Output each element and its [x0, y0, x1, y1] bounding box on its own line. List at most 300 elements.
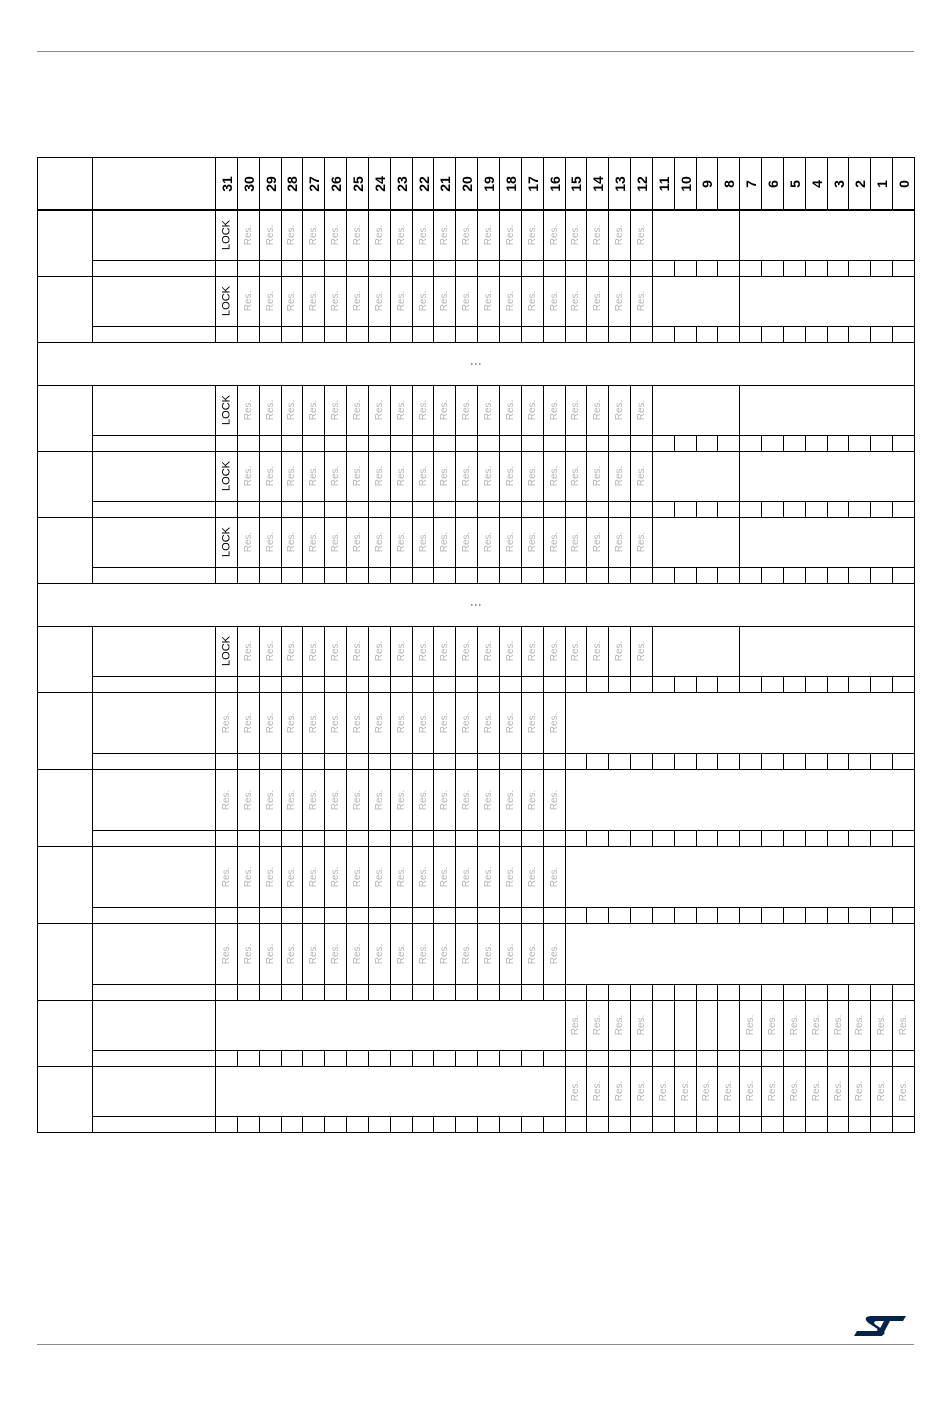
bit-col-line: [608, 385, 609, 451]
bit-col-line: [281, 210, 282, 276]
reserved-label: Res.: [264, 531, 276, 553]
reserved-label: Res.: [570, 1080, 582, 1102]
band-tick: [827, 326, 828, 342]
band-tick: [805, 830, 806, 846]
reserved-label: Res.: [286, 224, 298, 246]
bit-col-line: [346, 385, 347, 451]
bit-col-line: [608, 517, 609, 583]
reserved-label: Res.: [286, 640, 298, 662]
band-tick: [827, 435, 828, 451]
reserved-label: Res.: [417, 943, 429, 964]
header-col-line: [827, 157, 828, 210]
band-tick: [827, 984, 828, 1000]
bit-col-line: [237, 276, 238, 342]
band-tick: [827, 567, 828, 583]
col-divider: [92, 385, 93, 451]
reserved-label: Res.: [395, 224, 407, 246]
band-tick: [761, 435, 762, 451]
bit-number-header: 25: [349, 175, 366, 192]
bit-col-line: [499, 923, 500, 1000]
bit-col-line: [543, 769, 544, 846]
reserved-label: Res.: [308, 531, 320, 553]
right-border: [914, 626, 915, 693]
bit-number-header: 1: [874, 179, 891, 188]
reserved-label: Res.: [439, 789, 451, 810]
reserved-label: Res.: [373, 866, 385, 887]
reserved-label: Res.: [526, 465, 538, 487]
band-tick: [302, 1116, 303, 1132]
reserved-label: Res.: [417, 866, 429, 887]
bit-col-line: [412, 210, 413, 276]
bit-col-line: [521, 626, 522, 692]
bit-col-line: [565, 385, 566, 451]
col-divider: [215, 210, 216, 276]
reserved-label: Res.: [417, 465, 429, 487]
bit-col-line: [390, 692, 391, 769]
lock-label: LOCK: [220, 395, 233, 425]
bit-col-line: [390, 846, 391, 923]
bit-col-line: [390, 451, 391, 517]
reserved-label: Res.: [657, 1080, 669, 1102]
bit-col-line: [346, 846, 347, 923]
band-tick: [717, 435, 718, 451]
band-tick: [848, 830, 849, 846]
bit-col-line: [455, 276, 456, 342]
band-tick: [717, 501, 718, 517]
reserved-label: Res.: [308, 866, 320, 887]
bit-number-header: 4: [808, 179, 825, 188]
bit-number-header: 29: [262, 175, 279, 192]
left-border: [37, 692, 38, 769]
col-divider: [92, 692, 93, 769]
band-tick: [892, 753, 893, 769]
reserved-label: Res.: [220, 712, 232, 733]
bit-col-line: [390, 769, 391, 846]
band-tick: [717, 907, 718, 923]
bit-col-line: [368, 626, 369, 692]
bit-col-line: [368, 276, 369, 342]
col-divider: [215, 451, 216, 517]
left-border: [37, 517, 38, 583]
reserved-label: Res.: [854, 1080, 866, 1102]
reserved-label: Res.: [570, 399, 582, 421]
bit-col-line: [521, 769, 522, 846]
reserved-label: Res.: [614, 531, 626, 553]
reserved-label: Res.: [592, 640, 604, 662]
reserved-label: Res.: [330, 224, 342, 246]
band-tick: [586, 830, 587, 846]
lock-label: LOCK: [220, 527, 233, 557]
bit-col-line: [237, 846, 238, 923]
reserved-label: Res.: [242, 224, 254, 246]
bit-col-line: [368, 451, 369, 517]
col-divider: [215, 1066, 216, 1132]
bit-col-line: [586, 451, 587, 517]
col-divider: [215, 276, 216, 342]
right-border: [914, 517, 915, 584]
left-border: [37, 157, 38, 210]
reserved-label: Res.: [439, 640, 451, 662]
reserved-label: Res.: [548, 399, 560, 421]
reserved-label: Res.: [635, 640, 647, 662]
band-tick: [892, 260, 893, 276]
bit-col-line: [412, 923, 413, 1000]
reset-band-line: [92, 435, 914, 436]
reserved-label: Res.: [570, 531, 582, 553]
band-tick: [892, 676, 893, 692]
reserved-label: Res.: [745, 1080, 757, 1102]
band-tick: [237, 1116, 238, 1132]
band-tick: [237, 1050, 238, 1066]
bit-number-header: 27: [306, 175, 323, 192]
bit-number-header: 5: [786, 179, 803, 188]
reset-band-line: [92, 260, 914, 261]
band-tick: [870, 501, 871, 517]
band-tick: [805, 984, 806, 1000]
reserved-label: Res.: [679, 1080, 691, 1102]
reserved-label: Res.: [548, 531, 560, 553]
band-tick: [783, 753, 784, 769]
reserved-label: Res.: [635, 1080, 647, 1102]
band-tick: [783, 830, 784, 846]
reserved-label: Res.: [330, 712, 342, 733]
bit-col-line: [652, 626, 653, 692]
field-divider: [739, 451, 740, 501]
reserved-label: Res.: [483, 290, 495, 312]
bit-col-line: [412, 769, 413, 846]
bit-col-line: [521, 210, 522, 276]
band-tick: [281, 1116, 282, 1132]
band-tick: [390, 1050, 391, 1066]
reserved-label: Res.: [330, 866, 342, 887]
reserved-label: Res.: [395, 640, 407, 662]
reserved-label: Res.: [526, 866, 538, 887]
bit-col-line: [543, 451, 544, 517]
band-tick: [805, 260, 806, 276]
bit-col-line: [586, 626, 587, 692]
bit-col-line: [259, 692, 260, 769]
bit-col-line: [346, 692, 347, 769]
reserved-label: Res.: [417, 290, 429, 312]
bit-col-line: [455, 517, 456, 583]
bit-col-line: [499, 692, 500, 769]
bit-number-header: 22: [415, 175, 432, 192]
header-col-line: [302, 157, 303, 210]
header-col-line: [870, 157, 871, 210]
bit-col-line: [281, 923, 282, 1000]
band-tick: [717, 984, 718, 1000]
reserved-label: Res.: [330, 640, 342, 662]
reserved-label: Res.: [898, 1080, 910, 1102]
reserved-label: Res.: [330, 531, 342, 553]
band-tick: [827, 676, 828, 692]
bit-col-line: [302, 451, 303, 517]
band-tick: [848, 907, 849, 923]
reserved-label: Res.: [701, 1080, 713, 1102]
band-tick: [848, 984, 849, 1000]
reserved-label: Res.: [351, 712, 363, 733]
reserved-label: Res.: [351, 290, 363, 312]
bit-col-line: [805, 1066, 806, 1132]
reserved-label: Res.: [286, 399, 298, 421]
bit-col-line: [281, 517, 282, 583]
bit-col-line: [324, 210, 325, 276]
reserved-label: Res.: [504, 712, 516, 733]
col-divider: [92, 1000, 93, 1066]
reserved-label: Res.: [592, 1014, 604, 1036]
reserved-label: Res.: [592, 399, 604, 421]
col-divider: [215, 692, 216, 769]
band-tick: [630, 753, 631, 769]
band-tick: [892, 567, 893, 583]
bit-col-line: [324, 692, 325, 769]
reserved-label: Res.: [570, 224, 582, 246]
bit-col-line: [477, 769, 478, 846]
bit-col-line: [412, 692, 413, 769]
band-tick: [717, 567, 718, 583]
band-tick: [696, 260, 697, 276]
reserved-label: Res.: [592, 290, 604, 312]
bit-col-line: [652, 1066, 653, 1132]
reserved-label: Res.: [461, 399, 473, 421]
bit-col-line: [412, 846, 413, 923]
bit-col-line: [630, 276, 631, 342]
reserved-label: Res.: [614, 465, 626, 487]
band-tick: [761, 676, 762, 692]
bit-col-line: [433, 385, 434, 451]
header-col-line: [543, 157, 544, 210]
band-tick: [761, 260, 762, 276]
reserved-label: Res.: [461, 290, 473, 312]
right-border: [914, 1066, 915, 1133]
band-tick: [674, 501, 675, 517]
lock-label: LOCK: [220, 286, 233, 316]
bit-col-line: [281, 451, 282, 517]
header-col-line: [433, 157, 434, 210]
band-tick: [848, 435, 849, 451]
band-tick: [696, 326, 697, 342]
reserved-label: Res.: [351, 531, 363, 553]
band-tick: [368, 1050, 369, 1066]
band-tick: [696, 984, 697, 1000]
band-tick: [674, 676, 675, 692]
bit-number-header: 2: [852, 179, 869, 188]
band-tick: [870, 830, 871, 846]
reserved-label: Res.: [526, 943, 538, 964]
field-divider: [739, 517, 740, 567]
bit-col-line: [521, 276, 522, 342]
bit-col-line: [324, 626, 325, 692]
header-col-line: [237, 157, 238, 210]
band-tick: [433, 1050, 434, 1066]
reserved-label: Res.: [286, 290, 298, 312]
col-divider: [92, 923, 93, 1000]
reserved-label: Res.: [810, 1080, 822, 1102]
col-divider: [92, 1066, 93, 1132]
bit-number-header: 12: [633, 175, 650, 192]
band-tick: [761, 753, 762, 769]
right-border: [914, 210, 915, 277]
reserved-label: Res.: [351, 224, 363, 246]
bit-col-line: [565, 451, 566, 517]
band-tick: [565, 1116, 566, 1132]
bit-col-line: [455, 451, 456, 517]
bit-col-line: [412, 517, 413, 583]
bit-col-line: [805, 1000, 806, 1066]
bit-col-line: [696, 1066, 697, 1132]
reserved-label: Res.: [548, 943, 560, 964]
bit-col-line: [346, 923, 347, 1000]
reserved-label: Res.: [504, 640, 516, 662]
band-tick: [783, 260, 784, 276]
field-divider: [739, 276, 740, 326]
bit-number-header: 8: [721, 179, 738, 188]
band-tick: [717, 260, 718, 276]
row-separator: [37, 769, 915, 770]
band-tick: [586, 984, 587, 1000]
band-tick: [477, 1116, 478, 1132]
st-logo-icon: [850, 1310, 912, 1340]
bit-col-line: [259, 276, 260, 342]
bit-number-header: 23: [393, 175, 410, 192]
reserved-label: Res.: [395, 789, 407, 810]
bit-col-line: [543, 276, 544, 342]
band-tick: [324, 1116, 325, 1132]
band-tick: [892, 326, 893, 342]
bit-col-line: [477, 451, 478, 517]
reserved-label: Res.: [832, 1080, 844, 1102]
band-tick: [761, 326, 762, 342]
header-col-line: [368, 157, 369, 210]
reserved-label: Res.: [461, 866, 473, 887]
reserved-label: Res.: [439, 943, 451, 964]
reserved-label: Res.: [242, 866, 254, 887]
reserved-label: Res.: [461, 712, 473, 733]
bit-col-line: [237, 769, 238, 846]
reserved-label: Res.: [614, 399, 626, 421]
bit-col-line: [433, 517, 434, 583]
row-separator: [37, 385, 915, 386]
band-tick: [368, 1116, 369, 1132]
left-border: [37, 1000, 38, 1066]
header-col-line: [215, 157, 216, 210]
band-tick: [761, 830, 762, 846]
reserved-label: Res.: [504, 465, 516, 487]
bit-col-line: [630, 210, 631, 276]
reserved-label: Res.: [635, 224, 647, 246]
bottom-rule: [37, 1344, 914, 1345]
bit-col-line: [390, 923, 391, 1000]
reserved-label: Res.: [330, 465, 342, 487]
reserved-label: Res.: [308, 712, 320, 733]
reserved-label: Res.: [351, 640, 363, 662]
left-border: [37, 451, 38, 517]
bit-number-header: 0: [896, 179, 913, 188]
bit-col-line: [302, 923, 303, 1000]
reserved-label: Res.: [548, 866, 560, 887]
reserved-label: Res.: [286, 943, 298, 964]
reserved-label: Res.: [483, 531, 495, 553]
reserved-label: Res.: [286, 465, 298, 487]
bit-col-line: [477, 626, 478, 692]
reset-band-line: [92, 567, 914, 568]
band-tick: [259, 1116, 260, 1132]
band-tick: [892, 830, 893, 846]
band-tick: [783, 567, 784, 583]
reserved-label: Res.: [264, 789, 276, 810]
header-col-line: [586, 157, 587, 210]
reserved-label: Res.: [548, 290, 560, 312]
band-tick: [543, 1116, 544, 1132]
row-separator: [37, 583, 915, 584]
reserved-label: Res.: [242, 640, 254, 662]
reserved-label: Res.: [526, 789, 538, 810]
reserved-label: Res.: [504, 290, 516, 312]
reserved-label: Res.: [308, 465, 320, 487]
band-tick: [848, 753, 849, 769]
bit-col-line: [302, 517, 303, 583]
reserved-label: Res.: [395, 465, 407, 487]
band-tick: [870, 435, 871, 451]
reserved-label: Res.: [439, 465, 451, 487]
reserved-label: Res.: [635, 465, 647, 487]
reserved-label: Res.: [242, 531, 254, 553]
bit-col-line: [390, 210, 391, 276]
bit-col-line: [739, 1066, 740, 1132]
bit-col-line: [259, 626, 260, 692]
band-tick: [674, 326, 675, 342]
band-tick: [739, 567, 740, 583]
bit-col-line: [543, 692, 544, 769]
reserved-label: Res.: [242, 943, 254, 964]
bit-col-line: [586, 1000, 587, 1066]
bit-col-line: [433, 923, 434, 1000]
bit-col-line: [455, 385, 456, 451]
reset-band-line: [92, 753, 914, 754]
band-tick: [324, 1050, 325, 1066]
header-col-line: [805, 157, 806, 210]
reserved-label: Res.: [461, 224, 473, 246]
bit-number-header: 28: [284, 175, 301, 192]
reset-band-line: [92, 1050, 914, 1051]
band-tick: [783, 907, 784, 923]
band-tick: [696, 830, 697, 846]
bit-col-line: [586, 1066, 587, 1132]
band-tick: [739, 501, 740, 517]
band-tick: [608, 984, 609, 1000]
bit-col-line: [346, 276, 347, 342]
reserved-label: Res.: [330, 789, 342, 810]
bit-number-header: 20: [459, 175, 476, 192]
header-col-line: [892, 157, 893, 210]
bit-number-header: 24: [371, 175, 388, 192]
bit-col-line: [499, 385, 500, 451]
bit-col-line: [455, 626, 456, 692]
reserved-label: Res.: [570, 290, 582, 312]
bit-col-line: [346, 451, 347, 517]
band-tick: [805, 567, 806, 583]
reserved-label: Res.: [461, 640, 473, 662]
bit-col-line: [717, 1066, 718, 1132]
band-tick: [433, 1116, 434, 1132]
bit-number-header: 21: [437, 175, 454, 192]
reserved-label: Res.: [483, 399, 495, 421]
reserved-label: Res.: [330, 399, 342, 421]
reserved-label: Res.: [745, 1014, 757, 1036]
band-tick: [696, 435, 697, 451]
reserved-label: Res.: [373, 224, 385, 246]
band-tick: [652, 984, 653, 1000]
